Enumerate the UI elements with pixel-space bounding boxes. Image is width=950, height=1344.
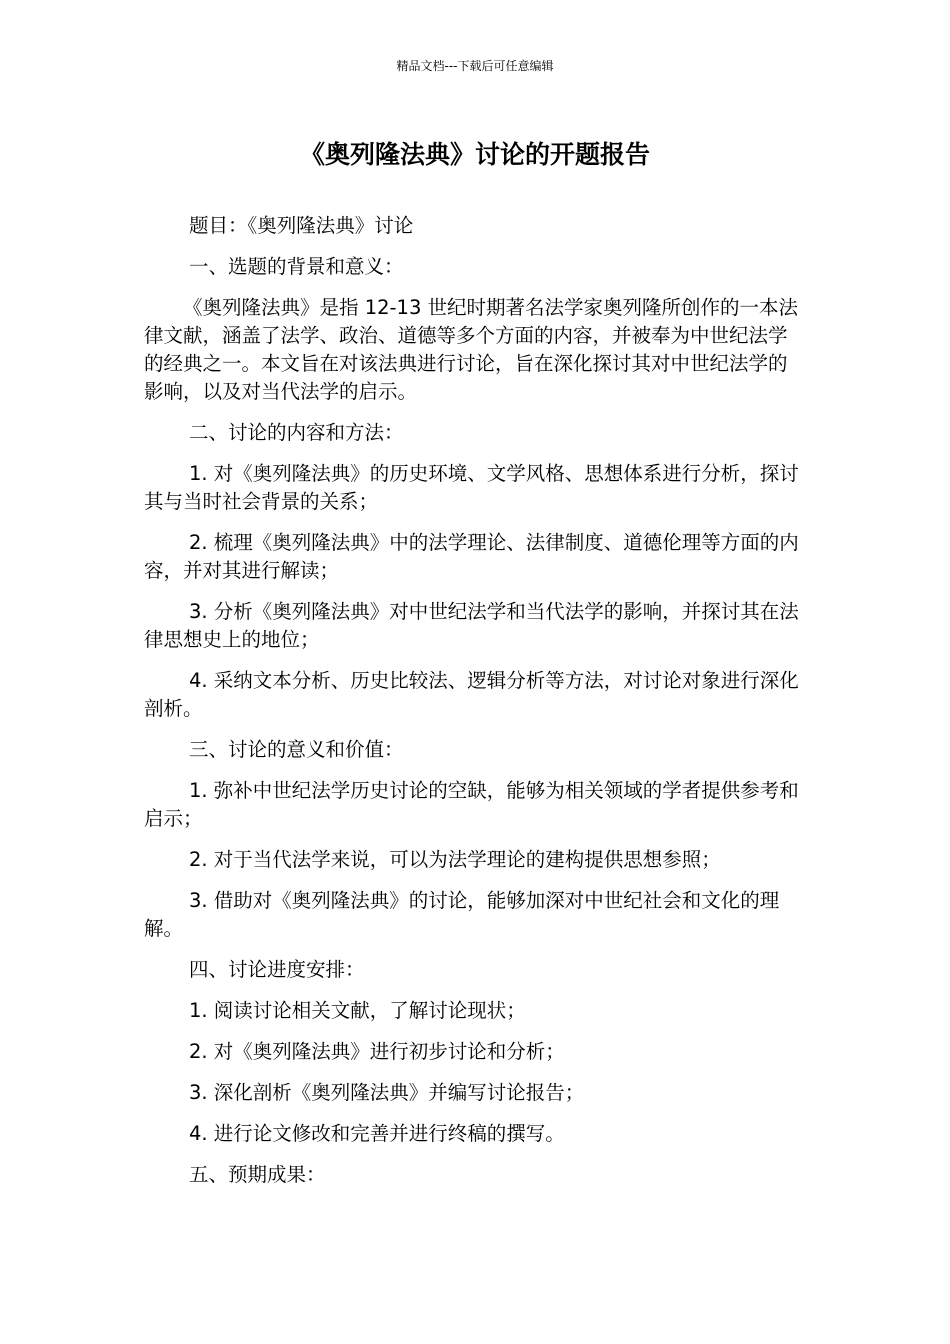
- section-heading-significance: 三、讨论的意义和价值：: [189, 738, 404, 761]
- section-heading-expected-results: 五、预期成果：: [189, 1163, 326, 1186]
- list-item: 4. 进行论文修改和完善并进行终稿的撰写。: [189, 1122, 565, 1145]
- list-item: 4. 采纳文本分析、历史比较法、逻辑分析等方法，对讨论对象进行深化剖析。: [144, 669, 799, 720]
- list-item: 1. 弥补中世纪法学历史讨论的空缺，能够为相关领域的学者提供参考和启示；: [144, 779, 799, 830]
- section-heading-schedule: 四、讨论进度安排：: [189, 958, 365, 981]
- list-item: 3. 深化剖析《奥列隆法典》并编写讨论报告；: [189, 1081, 585, 1104]
- section-heading-background: 一、选题的背景和意义：: [189, 255, 404, 278]
- list-item: 2. 对于当代法学来说，可以为法学理论的建构提供思想参照；: [189, 848, 721, 871]
- list-item: 3. 借助对《奥列隆法典》的讨论，能够加深对中世纪社会和文化的理解。: [144, 889, 780, 940]
- paragraph-topic: 题目：《奥列隆法典》讨论: [189, 214, 414, 237]
- list-item: 2. 梳理《奥列隆法典》中的法学理论、法律制度、道德伦理等方面的内容，并对其进行解读；: [144, 531, 799, 582]
- document-title: 《奥列隆法典》讨论的开题报告: [299, 140, 650, 169]
- section-heading-content-method: 二、讨论的内容和方法：: [189, 421, 404, 444]
- page-header-note: 精品文档---下载后可任意编辑: [396, 59, 554, 73]
- document-body: [144, 212, 800, 1202]
- list-item: 3. 分析《奥列隆法典》对中世纪法学和当代法学的影响，并探讨其在法律思想史上的地位；: [144, 600, 799, 651]
- list-item: 1. 阅读讨论相关文献，了解讨论现状；: [189, 999, 526, 1022]
- paragraph-background: 《奥列隆法典》是指 12-13 世纪时期著名法学家奥列隆所创作的一本法律文献，涵盖了法学、政治、道德等多个方面的内容，并被奉为中世纪法学的经典之一。本文旨在对该法典进行讨论，旨在深化探讨其对中世纪法学的影响，以及对当代法学的启示。: [144, 296, 799, 403]
- list-item: 1. 对《奥列隆法典》的历史环境、文学风格、思想体系进行分析，探讨其与当时社会背景的关系；: [144, 462, 799, 513]
- list-item: 2. 对《奥列隆法典》进行初步讨论和分析；: [189, 1040, 565, 1063]
